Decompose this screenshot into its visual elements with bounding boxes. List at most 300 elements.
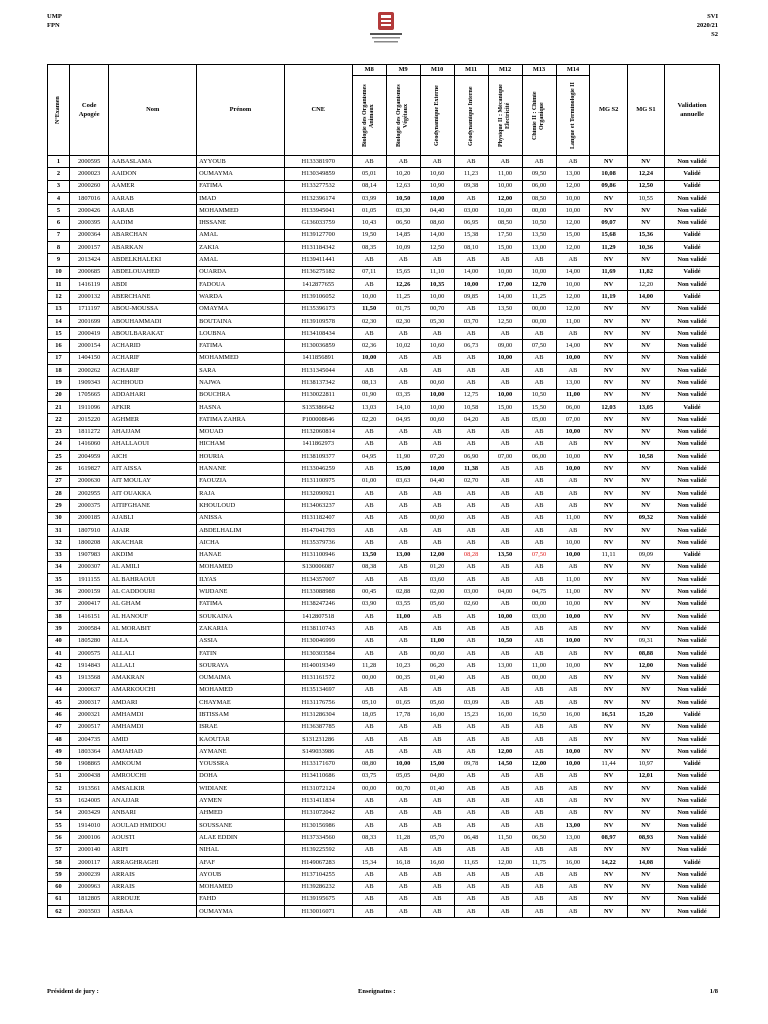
mg-s1: NV xyxy=(627,598,664,610)
grade-m8: AB xyxy=(352,426,386,438)
grade-m10: AB xyxy=(420,820,454,832)
validation: Non validé xyxy=(665,610,720,622)
org-ump: UMP xyxy=(47,13,62,20)
grade-m9: AB xyxy=(386,377,420,389)
mg-s2: 09,07 xyxy=(590,217,627,229)
validation: Non validé xyxy=(665,352,720,364)
grade-m10: AB xyxy=(420,795,454,807)
mg-s2: NV xyxy=(590,869,627,881)
grade-m9: AB xyxy=(386,365,420,377)
table-row xyxy=(48,389,720,401)
grade-m14: AB xyxy=(556,524,590,536)
grade-m8: 01,00 xyxy=(352,475,386,487)
grade-m10: 05,60 xyxy=(420,598,454,610)
prenom: BOUTAINA xyxy=(197,315,285,327)
validation: Validé xyxy=(665,549,720,561)
mg-s2: NV xyxy=(590,451,627,463)
nom: ALLALI xyxy=(109,660,197,672)
grade-m8: AB xyxy=(352,610,386,622)
grade-m12: 08,50 xyxy=(488,217,522,229)
grade-m9: 13,00 xyxy=(386,549,420,561)
exam-number: 41 xyxy=(48,647,70,659)
mg-s1: NV xyxy=(627,733,664,745)
code-apogee: 1807016 xyxy=(69,192,108,204)
nom: ACHHOUD xyxy=(109,377,197,389)
mg-s2: NV xyxy=(590,647,627,659)
table-row xyxy=(48,869,720,881)
exam-number: 61 xyxy=(48,893,70,905)
grade-m8: 00,45 xyxy=(352,586,386,598)
validation: Non validé xyxy=(665,881,720,893)
mg-s2: NV xyxy=(590,598,627,610)
validation: Non validé xyxy=(665,906,720,918)
org-fpn: FPN xyxy=(47,22,60,29)
mg-s2: NV xyxy=(590,463,627,475)
exam-number: 54 xyxy=(48,807,70,819)
grade-m11: AB xyxy=(454,721,488,733)
grade-m11: AB xyxy=(454,365,488,377)
mg-s1: NV xyxy=(627,869,664,881)
table-row xyxy=(48,709,720,721)
grade-m13: AB xyxy=(522,684,556,696)
grade-m13: 13,00 xyxy=(522,242,556,254)
code-apogee: 2000417 xyxy=(69,598,108,610)
grade-m13: AB xyxy=(522,524,556,536)
prenom: ASSIA xyxy=(197,635,285,647)
mg-s1: NV xyxy=(627,623,664,635)
code-apogee: 1911155 xyxy=(69,574,108,586)
module-code: M14 xyxy=(556,65,590,76)
code-apogee: 2000584 xyxy=(69,623,108,635)
grade-m10: AB xyxy=(420,524,454,536)
table-row xyxy=(48,340,720,352)
grade-m14: AB xyxy=(556,254,590,266)
nom: ABARCHAN xyxy=(109,229,197,241)
grade-m9: 11,90 xyxy=(386,451,420,463)
grade-m10: 10,60 xyxy=(420,168,454,180)
mg-s1: NV xyxy=(627,586,664,598)
col-code-header: Code Apogée xyxy=(69,65,108,156)
grade-m12: AB xyxy=(488,623,522,635)
grade-m12: AB xyxy=(488,807,522,819)
exam-number: 60 xyxy=(48,881,70,893)
grade-m14: 10,00 xyxy=(556,352,590,364)
mg-s1: 14,08 xyxy=(627,856,664,868)
prenom: HASNA xyxy=(197,401,285,413)
mg-s1: NV xyxy=(627,561,664,573)
grade-m12: AB xyxy=(488,463,522,475)
grade-m11: 03,09 xyxy=(454,697,488,709)
prenom: SARA xyxy=(197,365,285,377)
table-row xyxy=(48,881,720,893)
col-mgs1-header: MG S1 xyxy=(627,65,664,156)
grade-m12: 04,00 xyxy=(488,586,522,598)
cne: H139411441 xyxy=(284,254,352,266)
code-apogee: 2000685 xyxy=(69,266,108,278)
grade-m10: AB xyxy=(420,156,454,168)
validation: Non validé xyxy=(665,328,720,340)
cne: H139286232 xyxy=(284,881,352,893)
grade-m8: 01,05 xyxy=(352,205,386,217)
nom: AMDARI xyxy=(109,697,197,709)
prenom: AYOUB xyxy=(197,869,285,881)
results-table xyxy=(47,64,720,918)
grade-m8: 13,03 xyxy=(352,401,386,413)
code-apogee: 1909343 xyxy=(69,377,108,389)
table-row xyxy=(48,549,720,561)
col-cne-header: CNE xyxy=(284,65,352,156)
grade-m10: 10,00 xyxy=(420,192,454,204)
mg-s1: NV xyxy=(627,352,664,364)
table-row xyxy=(48,770,720,782)
prenom: SOURAYA xyxy=(197,660,285,672)
grade-m12: AB xyxy=(488,598,522,610)
mg-s2: NV xyxy=(590,438,627,450)
grade-m11: 03,70 xyxy=(454,315,488,327)
grade-m8: 08,35 xyxy=(352,242,386,254)
mg-s1: NV xyxy=(627,426,664,438)
cne: S149033986 xyxy=(284,746,352,758)
mg-s1: 15,20 xyxy=(627,709,664,721)
grade-m9: 04,95 xyxy=(386,414,420,426)
cne: H139195675 xyxy=(284,893,352,905)
exam-number: 18 xyxy=(48,365,70,377)
prenom: HANAE xyxy=(197,549,285,561)
president-label: Président de jury : xyxy=(47,988,99,995)
code-apogee: 2001699 xyxy=(69,315,108,327)
grade-m14: 11,00 xyxy=(556,512,590,524)
grade-m12: AB xyxy=(488,684,522,696)
grade-m8: AB xyxy=(352,156,386,168)
grade-m11: 10,00 xyxy=(454,278,488,290)
grade-m9: 10,09 xyxy=(386,242,420,254)
mg-s1: NV xyxy=(627,537,664,549)
validation: Non validé xyxy=(665,463,720,475)
grade-m13: 06,00 xyxy=(522,180,556,192)
prenom: HOURIA xyxy=(197,451,285,463)
prenom: AFAF xyxy=(197,856,285,868)
table-row xyxy=(48,500,720,512)
grade-m8: 08,33 xyxy=(352,832,386,844)
grade-m14: 10,00 xyxy=(556,278,590,290)
exam-number: 48 xyxy=(48,733,70,745)
mg-s1: NV xyxy=(627,315,664,327)
grade-m14: 13,00 xyxy=(556,820,590,832)
validation: Validé xyxy=(665,291,720,303)
grade-m14: AB xyxy=(556,488,590,500)
mg-s2: NV xyxy=(590,893,627,905)
grade-m14: 10,00 xyxy=(556,660,590,672)
grade-m10: 10,90 xyxy=(420,180,454,192)
code-apogee: 2000321 xyxy=(69,709,108,721)
prenom: KHOULOUD xyxy=(197,500,285,512)
grade-m10: 00,60 xyxy=(420,647,454,659)
grade-m12: 12,00 xyxy=(488,746,522,758)
grade-m9: 03,35 xyxy=(386,389,420,401)
nom: ADDAHARI xyxy=(109,389,197,401)
grade-m11: AB xyxy=(454,746,488,758)
grade-m8: AB xyxy=(352,365,386,377)
prenom: IHSSANE xyxy=(197,217,285,229)
grade-m9: AB xyxy=(386,561,420,573)
grade-m8: 05,01 xyxy=(352,168,386,180)
prenom: ALAE EDDIN xyxy=(197,832,285,844)
grade-m11: AB xyxy=(454,783,488,795)
grade-m14: 06,00 xyxy=(556,401,590,413)
mg-s2: NV xyxy=(590,672,627,684)
table-row xyxy=(48,721,720,733)
grade-m8: AB xyxy=(352,647,386,659)
nom: ARIFI xyxy=(109,844,197,856)
prenom: ANISSA xyxy=(197,512,285,524)
grade-m14: 10,00 xyxy=(556,463,590,475)
prenom: CHAYMAE xyxy=(197,697,285,709)
code-apogee: 2000438 xyxy=(69,770,108,782)
prenom: SOUSSANE xyxy=(197,820,285,832)
grade-m12: AB xyxy=(488,647,522,659)
exam-number: 16 xyxy=(48,340,70,352)
table-row xyxy=(48,303,720,315)
cne: H134063237 xyxy=(284,500,352,512)
cne: H132060814 xyxy=(284,426,352,438)
mg-s2: 12,03 xyxy=(590,401,627,413)
exam-number: 35 xyxy=(48,574,70,586)
cne: H139109578 xyxy=(284,315,352,327)
grade-m13: 07,50 xyxy=(522,549,556,561)
grade-m13: 11,25 xyxy=(522,291,556,303)
validation: Non validé xyxy=(665,672,720,684)
table-row xyxy=(48,856,720,868)
cne: H134108434 xyxy=(284,328,352,340)
grade-m13: AB xyxy=(522,365,556,377)
validation: Non validé xyxy=(665,770,720,782)
grade-m12: AB xyxy=(488,795,522,807)
grade-m13: AB xyxy=(522,377,556,389)
cne: H133945041 xyxy=(284,205,352,217)
prenom: NAJWA xyxy=(197,377,285,389)
exam-number: 15 xyxy=(48,328,70,340)
table-row xyxy=(48,893,720,905)
grade-m12: 10,00 xyxy=(488,205,522,217)
grade-m14: 10,00 xyxy=(556,635,590,647)
mg-s1: 12,24 xyxy=(627,168,664,180)
exam-number: 9 xyxy=(48,254,70,266)
exam-number: 45 xyxy=(48,697,70,709)
mg-s2: NV xyxy=(590,635,627,647)
mg-s2: NV xyxy=(590,746,627,758)
mg-s1: NV xyxy=(627,438,664,450)
validation: Non validé xyxy=(665,156,720,168)
grade-m13: AB xyxy=(522,512,556,524)
grade-m10: AB xyxy=(420,365,454,377)
grade-m8: AB xyxy=(352,684,386,696)
grade-m9: AB xyxy=(386,807,420,819)
grade-m10: AB xyxy=(420,426,454,438)
grade-m9: 17,78 xyxy=(386,709,420,721)
grade-m8: 11,50 xyxy=(352,303,386,315)
mg-s2: NV xyxy=(590,192,627,204)
col-exam-header: N°Examen xyxy=(48,65,70,156)
mg-s1: NV xyxy=(627,217,664,229)
grade-m11: 02,70 xyxy=(454,475,488,487)
grade-m10: 12,00 xyxy=(420,549,454,561)
grade-m14: 10,00 xyxy=(556,451,590,463)
grade-m13: AB xyxy=(522,463,556,475)
exam-number: 6 xyxy=(48,217,70,229)
grade-m11: AB xyxy=(454,524,488,536)
nom: AMHAMDI xyxy=(109,709,197,721)
validation: Non validé xyxy=(665,438,720,450)
validation: Non validé xyxy=(665,451,720,463)
table-row xyxy=(48,598,720,610)
grade-m10: 16,60 xyxy=(420,856,454,868)
mg-s1: 10,55 xyxy=(627,192,664,204)
grade-m11: 15,23 xyxy=(454,709,488,721)
mg-s2: 15,68 xyxy=(590,229,627,241)
validation: Non validé xyxy=(665,426,720,438)
cne: H131100975 xyxy=(284,475,352,487)
mg-s1: NV xyxy=(627,844,664,856)
nom: AL HANOUF xyxy=(109,610,197,622)
exam-number: 62 xyxy=(48,906,70,918)
prenom: RAJA xyxy=(197,488,285,500)
exam-number: 56 xyxy=(48,832,70,844)
grade-m10: 10,00 xyxy=(420,463,454,475)
nom: AGHMER xyxy=(109,414,197,426)
mg-s2: NV xyxy=(590,315,627,327)
grade-m12: AB xyxy=(488,537,522,549)
cne: H131100946 xyxy=(284,549,352,561)
mg-s1: 08,88 xyxy=(627,647,664,659)
grade-m14: 15,00 xyxy=(556,229,590,241)
nom: AL MORABIT xyxy=(109,623,197,635)
grade-m14: 10,00 xyxy=(556,537,590,549)
nom: ANBARI xyxy=(109,807,197,819)
cne: H139127700 xyxy=(284,229,352,241)
prenom: WARDA xyxy=(197,291,285,303)
nom: AIT AISSA xyxy=(109,463,197,475)
mg-s1: 12,01 xyxy=(627,770,664,782)
prenom: NIHAL xyxy=(197,844,285,856)
validation: Non validé xyxy=(665,586,720,598)
exam-number: 40 xyxy=(48,635,70,647)
mg-s1: 11,82 xyxy=(627,266,664,278)
nom: AARAB xyxy=(109,205,197,217)
cne: H131161572 xyxy=(284,672,352,684)
mg-s1: NV xyxy=(627,365,664,377)
grade-m13: AB xyxy=(522,426,556,438)
cne: H133046259 xyxy=(284,463,352,475)
grade-m9: AB xyxy=(386,684,420,696)
nom: AARAB xyxy=(109,192,197,204)
grade-m12: 13,00 xyxy=(488,660,522,672)
nom: ABDELKHALEKI xyxy=(109,254,197,266)
grade-m10: AB xyxy=(420,807,454,819)
grade-m12: AB xyxy=(488,512,522,524)
prenom: FADOUA xyxy=(197,278,285,290)
grade-m12: AB xyxy=(488,893,522,905)
exam-number: 36 xyxy=(48,586,70,598)
validation: Non validé xyxy=(665,524,720,536)
code-apogee: 1416060 xyxy=(69,438,108,450)
prenom: LOUBNA xyxy=(197,328,285,340)
nom: AFKIR xyxy=(109,401,197,413)
grade-m8: 00,00 xyxy=(352,672,386,684)
grade-m11: 11,65 xyxy=(454,856,488,868)
validation: Non validé xyxy=(665,205,720,217)
grade-m14: AB xyxy=(556,733,590,745)
grade-m9: 06,50 xyxy=(386,217,420,229)
grade-m8: 08,38 xyxy=(352,561,386,573)
grade-m12: AB xyxy=(488,254,522,266)
grade-m10: AB xyxy=(420,893,454,905)
grade-m9: 03,55 xyxy=(386,598,420,610)
grade-m12: 10,50 xyxy=(488,635,522,647)
grade-m12: 12,00 xyxy=(488,856,522,868)
nom: AOUSTI xyxy=(109,832,197,844)
cne: H140019349 xyxy=(284,660,352,672)
grade-m9: 10,02 xyxy=(386,340,420,352)
exam-number: 57 xyxy=(48,844,70,856)
mg-s2: NV xyxy=(590,389,627,401)
grade-m12: 13,50 xyxy=(488,303,522,315)
mg-s1: 12,00 xyxy=(627,660,664,672)
grade-m11: AB xyxy=(454,684,488,696)
grade-m10: 11,10 xyxy=(420,266,454,278)
grade-m11: 09,85 xyxy=(454,291,488,303)
grade-m12: AB xyxy=(488,561,522,573)
grade-m11: AB xyxy=(454,869,488,881)
mg-s2: NV xyxy=(590,881,627,893)
grade-m11: AB xyxy=(454,733,488,745)
cne: H130156986 xyxy=(284,820,352,832)
cne: H131176756 xyxy=(284,697,352,709)
grade-m8: 02,20 xyxy=(352,414,386,426)
grade-m13: AB xyxy=(522,488,556,500)
exam-number: 3 xyxy=(48,180,70,192)
validation: Validé xyxy=(665,229,720,241)
mg-s2: NV xyxy=(590,906,627,918)
grade-m12: AB xyxy=(488,524,522,536)
mg-s1: 10,58 xyxy=(627,451,664,463)
mg-s2: NV xyxy=(590,426,627,438)
code-apogee: 2002955 xyxy=(69,488,108,500)
grade-m13: AB xyxy=(522,783,556,795)
mg-s2: NV xyxy=(590,844,627,856)
grade-m10: 10,60 xyxy=(420,340,454,352)
grade-m10: 02,00 xyxy=(420,586,454,598)
nom: AMKOUM xyxy=(109,758,197,770)
prenom: IBTISSAM xyxy=(197,709,285,721)
cne: H130349859 xyxy=(284,168,352,180)
code-apogee: 1807910 xyxy=(69,524,108,536)
grade-m14: AB xyxy=(556,672,590,684)
module-code: M8 xyxy=(352,65,386,76)
exam-number: 32 xyxy=(48,537,70,549)
cne: 1412807518 xyxy=(284,610,352,622)
code-apogee: 1913568 xyxy=(69,672,108,684)
grade-m9: 11,00 xyxy=(386,610,420,622)
nom: ARRAIS xyxy=(109,881,197,893)
grade-m9: 12,26 xyxy=(386,278,420,290)
grade-m11: 06,48 xyxy=(454,832,488,844)
cne: H138247246 xyxy=(284,598,352,610)
validation: Validé xyxy=(665,242,720,254)
validation: Non validé xyxy=(665,537,720,549)
grade-m13: 06,00 xyxy=(522,451,556,463)
nom: AMARKOUCHI xyxy=(109,684,197,696)
grade-m12: AB xyxy=(488,500,522,512)
